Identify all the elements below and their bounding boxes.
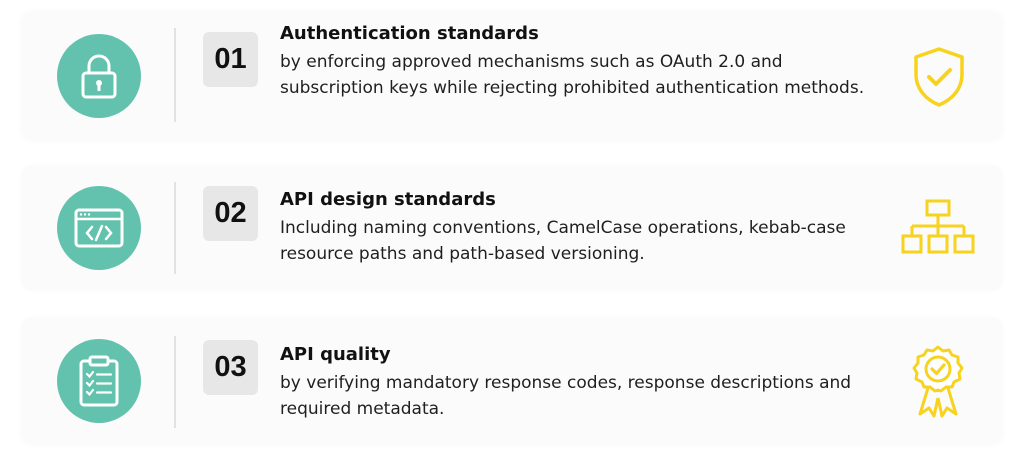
step-number: 03 [203,340,258,395]
shield-check-icon [911,46,967,108]
clipboard-checklist-icon [77,354,121,408]
text-block [280,342,890,422]
code-window-icon-circle [57,186,141,270]
shield-check-icon-wrap [904,42,974,112]
divider [174,336,176,428]
standard-card-api-design [22,166,1002,290]
clipboard-checklist-icon-circle [57,339,141,423]
step-number: 02 [203,186,258,241]
award-badge-icon-wrap [906,342,970,422]
padlock-icon [77,52,121,100]
item-description: by enforcing approved mechanisms such as OAuth 2.0 and subscription keys while rejecting prohibited authentication methods. [280,52,865,98]
hierarchy-icon [900,199,976,257]
padlock-icon-circle [57,34,141,118]
item-title: API quality [280,344,391,365]
item-description: by verifying mandatory response codes, response descriptions and required metadata. [280,373,852,419]
item-description: Including naming conventions, CamelCase operations, kebab-case resource paths and path-based versioning. [280,218,846,264]
text-block [280,187,890,267]
standard-card-authentication [22,12,1002,140]
divider [174,182,176,274]
standard-card-api-quality [22,318,1002,444]
award-badge-icon [910,344,966,420]
code-window-icon [73,207,125,249]
item-title: API design standards [280,189,496,210]
hierarchy-icon-wrap [896,196,980,260]
item-title: Authentication standards [280,23,539,44]
divider [174,28,176,122]
text-block [280,21,890,101]
step-number: 01 [203,32,258,87]
